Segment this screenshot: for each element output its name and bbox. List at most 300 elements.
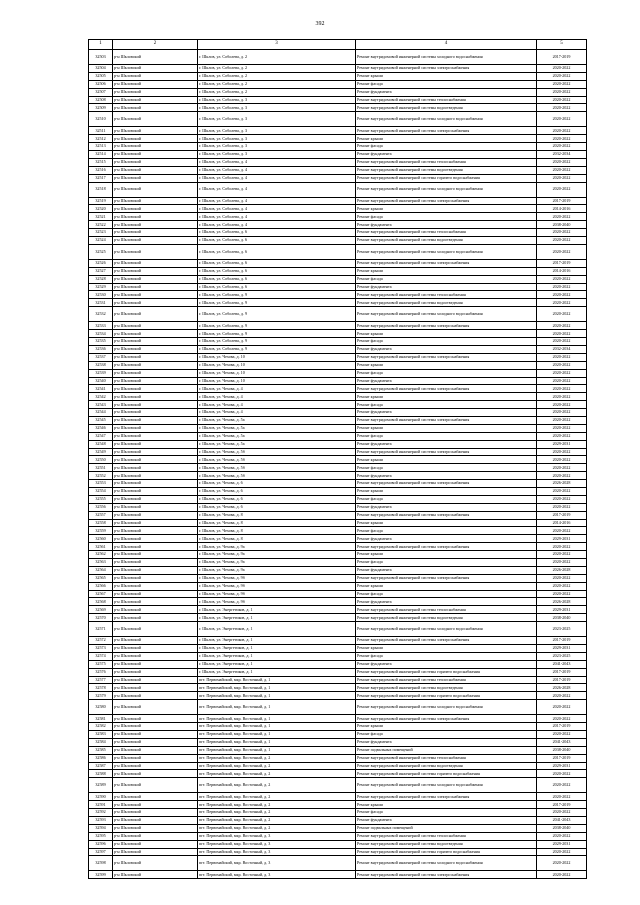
cell-district: р-н Шкловский	[113, 338, 198, 346]
cell-address: пгт. Первомайский, мкр. Восточный, д. 2	[198, 801, 356, 809]
cell-period: 2020-2022	[537, 96, 587, 104]
cell-row-number: 32544	[89, 409, 113, 417]
cell-work-type: Ремонт крыши	[356, 487, 537, 495]
cell-address: г. Шклов, ул. Чехова, д. 8	[198, 527, 356, 535]
table-row	[89, 259, 587, 267]
cell-district: р-н Шкловский	[113, 574, 198, 582]
cell-address: г. Шклов, ул. Соболева, д. 3	[198, 151, 356, 159]
cell-address: пгт. Первомайский, мкр. Восточный, д. 3	[198, 856, 356, 871]
cell-work-type: Ремонт крыши	[356, 551, 537, 559]
table-row	[89, 598, 587, 606]
cell-work-type: Ремонт фасада	[356, 731, 537, 739]
cell-work-type: Ремонт фасада	[356, 590, 537, 598]
table-row	[89, 135, 587, 143]
table-row	[89, 377, 587, 385]
table-row	[89, 676, 587, 684]
cell-row-number: 32549	[89, 448, 113, 456]
cell-row-number: 32529	[89, 283, 113, 291]
cell-period: 2017-2019	[537, 637, 587, 645]
cell-address: г. Шклов, ул. Соболева, д. 9	[198, 345, 356, 353]
cell-district: р-н Шкловский	[113, 832, 198, 840]
cell-address: г. Шклов, ул. Соболева, д. 9	[198, 291, 356, 299]
cell-period: 2020-2022	[537, 527, 587, 535]
cell-address: пгт. Первомайский, мкр. Восточный, д. 3	[198, 848, 356, 856]
cell-row-number: 32517	[89, 174, 113, 182]
cell-period: 2020-2022	[537, 809, 587, 817]
cell-work-type: Ремонт внутридомовой инженерной системы водоотведения	[356, 840, 537, 848]
cell-period: 2029-2031	[537, 440, 587, 448]
cell-address: г. Шклов, ул. Соболева, д. 9	[198, 338, 356, 346]
cell-district: р-н Шкловский	[113, 127, 198, 135]
cell-row-number: 32595	[89, 832, 113, 840]
repair-schedule-table	[88, 39, 587, 879]
cell-work-type: Ремонт внутридомовой инженерной системы горячего водоснабжения	[356, 668, 537, 676]
cell-row-number: 32534	[89, 330, 113, 338]
cell-row-number: 32583	[89, 731, 113, 739]
cell-row-number: 32574	[89, 652, 113, 660]
cell-row-number: 32585	[89, 746, 113, 754]
cell-period: 2029-2031	[537, 645, 587, 653]
cell-period: 2017-2019	[537, 50, 587, 65]
cell-work-type: Ремонт фасада	[356, 338, 537, 346]
cell-work-type: Ремонт внутридомовой инженерной системы горячего водоснабжения	[356, 770, 537, 778]
cell-period: 2020-2022	[537, 848, 587, 856]
table-row	[89, 472, 587, 480]
cell-address: г. Шклов, ул. Чехова, д. 6	[198, 503, 356, 511]
cell-period: 2038-2040	[537, 824, 587, 832]
cell-period: 2020-2022	[537, 770, 587, 778]
table-row	[89, 582, 587, 590]
cell-work-type: Ремонт фундамента	[356, 503, 537, 511]
cell-row-number: 32573	[89, 645, 113, 653]
table-row	[89, 65, 587, 73]
cell-row-number: 32536	[89, 345, 113, 353]
cell-address: г. Шклов, ул. Соболева, д. 3	[198, 127, 356, 135]
cell-district: р-н Шкловский	[113, 237, 198, 245]
cell-period: 2020-2022	[537, 574, 587, 582]
table-row	[89, 424, 587, 432]
cell-row-number: 32563	[89, 558, 113, 566]
table-row	[89, 50, 587, 65]
table-row	[89, 645, 587, 653]
table-row	[89, 353, 587, 361]
cell-row-number: 32589	[89, 778, 113, 793]
cell-address: пгт. Первомайский, мкр. Восточный, д. 2	[198, 770, 356, 778]
cell-district: р-н Шкловский	[113, 519, 198, 527]
cell-work-type: Ремонт фундамента	[356, 151, 537, 159]
cell-address: г. Шклов, ул. Соболева, д. 9	[198, 299, 356, 307]
cell-address: г. Шклов, ул. Соболева, д. 4	[198, 197, 356, 205]
table-row	[89, 622, 587, 637]
cell-period: 2026-2028	[537, 566, 587, 574]
cell-work-type: Ремонт крыши	[356, 424, 537, 432]
cell-work-type: Ремонт внутридомовой инженерной системы теплоснабжения	[356, 96, 537, 104]
cell-work-type: Ремонт внутридомовой инженерной системы горячего водоснабжения	[356, 174, 537, 182]
cell-address: г. Шклов, ул. Соболева, д. 2	[198, 65, 356, 73]
cell-address: г. Шклов, ул. Чехова, д. 5б	[198, 472, 356, 480]
table-row	[89, 543, 587, 551]
table-row	[89, 770, 587, 778]
cell-district: р-н Шкловский	[113, 283, 198, 291]
cell-period: 2017-2019	[537, 668, 587, 676]
cell-period: 2017-2019	[537, 197, 587, 205]
cell-period: 2020-2022	[537, 361, 587, 369]
cell-district: р-н Шкловский	[113, 715, 198, 723]
cell-row-number: 32538	[89, 361, 113, 369]
cell-district: р-н Шкловский	[113, 480, 198, 488]
table-row	[89, 480, 587, 488]
table-row	[89, 432, 587, 440]
cell-work-type: Ремонт внутридомовой инженерной системы электроснабжения	[356, 480, 537, 488]
cell-address: г. Шклов, ул. Соболева, д. 3	[198, 104, 356, 112]
table-row	[89, 237, 587, 245]
table-row	[89, 448, 587, 456]
cell-period: 2020-2022	[537, 143, 587, 151]
cell-address: пгт. Первомайский, мкр. Восточный, д. 1	[198, 746, 356, 754]
table-row	[89, 519, 587, 527]
table-row	[89, 221, 587, 229]
cell-row-number: 32586	[89, 754, 113, 762]
cell-district: р-н Шкловский	[113, 551, 198, 559]
cell-row-number: 32577	[89, 676, 113, 684]
cell-work-type: Ремонт крыши	[356, 456, 537, 464]
cell-district: р-н Шкловский	[113, 456, 198, 464]
cell-district: р-н Шкловский	[113, 676, 198, 684]
table-row	[89, 551, 587, 559]
cell-district: р-н Шкловский	[113, 267, 198, 275]
cell-row-number: 32514	[89, 151, 113, 159]
cell-address: г. Шклов, ул. Соболева, д. 4	[198, 166, 356, 174]
cell-period: 2020-2022	[537, 275, 587, 283]
cell-work-type: Ремонт фундамента	[356, 345, 537, 353]
table-row	[89, 440, 587, 448]
table-row	[89, 652, 587, 660]
cell-period: 2017-2019	[537, 801, 587, 809]
table-row	[89, 322, 587, 330]
cell-address: г. Шклов, ул. Соболева, д. 3	[198, 96, 356, 104]
table-row	[89, 801, 587, 809]
cell-address: г. Шклов, ул. Чехова, д. 9а	[198, 551, 356, 559]
cell-row-number: 32552	[89, 472, 113, 480]
cell-address: г. Шклов, ул. Соболева, д. 9	[198, 330, 356, 338]
cell-period: 2020-2022	[537, 158, 587, 166]
cell-work-type: Ремонт внутридомовой инженерной системы электроснабжения	[356, 322, 537, 330]
cell-row-number: 32567	[89, 590, 113, 598]
table-row	[89, 182, 587, 197]
cell-address: пгт. Первомайский, мкр. Восточный, д. 2	[198, 762, 356, 770]
cell-work-type: Ремонт крыши	[356, 519, 537, 527]
table-row	[89, 660, 587, 668]
cell-address: г. Шклов, ул. Соболева, д. 6	[198, 237, 356, 245]
cell-row-number: 32528	[89, 275, 113, 283]
cell-work-type: Ремонт фасада	[356, 275, 537, 283]
cell-period: 2020-2022	[537, 401, 587, 409]
cell-work-type: Ремонт крыши	[356, 645, 537, 653]
cell-work-type: Ремонт внутридомовой инженерной системы водоотведения	[356, 684, 537, 692]
cell-period: 2020-2022	[537, 299, 587, 307]
table-row	[89, 229, 587, 237]
cell-district: р-н Шкловский	[113, 143, 198, 151]
table-row	[89, 283, 587, 291]
cell-period: 2020-2022	[537, 487, 587, 495]
cell-district: р-н Шкловский	[113, 848, 198, 856]
cell-period: 2020-2022	[537, 731, 587, 739]
table-header-row	[89, 40, 587, 50]
cell-address: г. Шклов, ул. Чехова, д. 4	[198, 409, 356, 417]
cell-address: г. Шклов, ул. Чехова, д. 5а	[198, 432, 356, 440]
cell-row-number: 32523	[89, 229, 113, 237]
cell-period: 2020-2022	[537, 213, 587, 221]
table-row	[89, 574, 587, 582]
cell-work-type: Ремонт внутридомовой инженерной системы электроснабжения	[356, 353, 537, 361]
cell-row-number: 32521	[89, 213, 113, 221]
cell-row-number: 32599	[89, 871, 113, 879]
table-row	[89, 778, 587, 793]
cell-district: р-н Шкловский	[113, 692, 198, 700]
table-row	[89, 127, 587, 135]
cell-address: г. Шклов, ул. Чехова, д. 8	[198, 511, 356, 519]
cell-work-type: Ремонт фундамента	[356, 283, 537, 291]
table-body	[89, 50, 587, 879]
cell-district: р-н Шкловский	[113, 801, 198, 809]
cell-period: 2020-2022	[537, 72, 587, 80]
cell-district: р-н Шкловский	[113, 614, 198, 622]
cell-period: 2038-2040	[537, 746, 587, 754]
cell-address: г. Шклов, ул. Энергетиков, д. 1	[198, 614, 356, 622]
cell-work-type: Ремонт внутридомовой инженерной системы холодного водоснабжения	[356, 856, 537, 871]
cell-work-type: Ремонт фасада	[356, 652, 537, 660]
cell-address: г. Шклов, ул. Соболева, д. 6	[198, 244, 356, 259]
cell-row-number: 32532	[89, 307, 113, 322]
cell-address: г. Шклов, ул. Энергетиков, д. 1	[198, 660, 356, 668]
table-row	[89, 369, 587, 377]
table-row	[89, 80, 587, 88]
cell-work-type: Ремонт фундамента	[356, 817, 537, 825]
cell-row-number: 32570	[89, 614, 113, 622]
cell-row-number: 32587	[89, 762, 113, 770]
cell-district: р-н Шкловский	[113, 330, 198, 338]
table-row	[89, 590, 587, 598]
cell-address: г. Шклов, ул. Чехова, д. 9а	[198, 566, 356, 574]
cell-district: р-н Шкловский	[113, 590, 198, 598]
cell-work-type: Ремонт внутридомовой инженерной системы холодного водоснабжения	[356, 244, 537, 259]
cell-row-number: 32553	[89, 480, 113, 488]
cell-row-number: 32576	[89, 668, 113, 676]
cell-work-type: Ремонт фундамента	[356, 472, 537, 480]
cell-address: г. Шклов, ул. Соболева, д. 2	[198, 72, 356, 80]
cell-district: р-н Шкловский	[113, 393, 198, 401]
cell-address: г. Шклов, ул. Чехова, д. 10	[198, 353, 356, 361]
cell-district: р-н Шкловский	[113, 80, 198, 88]
cell-work-type: Ремонт фундамента	[356, 660, 537, 668]
cell-district: р-н Шкловский	[113, 448, 198, 456]
cell-work-type: Ремонт крыши	[356, 361, 537, 369]
cell-work-type: Ремонт крыши	[356, 801, 537, 809]
cell-address: г. Шклов, ул. Энергетиков, д. 1	[198, 668, 356, 676]
table-row	[89, 606, 587, 614]
cell-district: р-н Шкловский	[113, 229, 198, 237]
cell-row-number: 32591	[89, 801, 113, 809]
cell-period: 2032-2034	[537, 151, 587, 159]
table-row	[89, 96, 587, 104]
cell-row-number: 32550	[89, 456, 113, 464]
cell-row-number: 32503	[89, 50, 113, 65]
cell-work-type: Ремонт внутридомовой инженерной системы холодного водоснабжения	[356, 112, 537, 127]
cell-row-number: 32571	[89, 622, 113, 637]
cell-district: р-н Шкловский	[113, 307, 198, 322]
cell-address: г. Шклов, ул. Соболева, д. 3	[198, 143, 356, 151]
cell-address: пгт. Первомайский, мкр. Восточный, д. 2	[198, 824, 356, 832]
cell-district: р-н Шкловский	[113, 440, 198, 448]
cell-address: г. Шклов, ул. Соболева, д. 6	[198, 283, 356, 291]
cell-period: 2020-2022	[537, 456, 587, 464]
cell-row-number: 32525	[89, 244, 113, 259]
cell-address: г. Шклов, ул. Чехова, д. 8	[198, 535, 356, 543]
cell-work-type: Ремонт крыши	[356, 267, 537, 275]
cell-work-type: Ремонт внутридомовой инженерной системы электроснабжения	[356, 385, 537, 393]
cell-work-type: Ремонт фасада	[356, 369, 537, 377]
cell-address: г. Шклов, ул. Чехова, д. 4	[198, 401, 356, 409]
cell-work-type: Ремонт внутридомовой инженерной системы холодного водоснабжения	[356, 50, 537, 65]
cell-row-number: 32530	[89, 291, 113, 299]
cell-row-number: 32531	[89, 299, 113, 307]
table-row	[89, 793, 587, 801]
table-row	[89, 754, 587, 762]
cell-address: пгт. Первомайский, мкр. Восточный, д. 1	[198, 723, 356, 731]
cell-period: 2020-2022	[537, 377, 587, 385]
cell-district: р-н Шкловский	[113, 778, 198, 793]
cell-work-type: Ремонт внутридомовой инженерной системы электроснабжения	[356, 871, 537, 879]
cell-address: пгт. Первомайский, мкр. Восточный, д. 1	[198, 684, 356, 692]
cell-work-type: Ремонт фасада	[356, 495, 537, 503]
table-row	[89, 409, 587, 417]
cell-address: г. Шклов, ул. Соболева, д. 2	[198, 80, 356, 88]
cell-period: 2020-2022	[537, 715, 587, 723]
cell-work-type: Ремонт фасада	[356, 809, 537, 817]
cell-row-number: 32548	[89, 440, 113, 448]
cell-address: г. Шклов, ул. Соболева, д. 2	[198, 88, 356, 96]
cell-work-type: Ремонт внутридомовой инженерной системы теплоснабжения	[356, 158, 537, 166]
table-row	[89, 614, 587, 622]
cell-period: 2020-2022	[537, 182, 587, 197]
table-row	[89, 487, 587, 495]
cell-work-type: Ремонт внутридомовой инженерной системы теплоснабжения	[356, 229, 537, 237]
cell-district: р-н Шкловский	[113, 637, 198, 645]
cell-row-number: 32535	[89, 338, 113, 346]
cell-district: р-н Шкловский	[113, 738, 198, 746]
cell-district: р-н Шкловский	[113, 622, 198, 637]
cell-period: 2020-2022	[537, 856, 587, 871]
cell-district: р-н Шкловский	[113, 817, 198, 825]
cell-row-number: 32551	[89, 464, 113, 472]
cell-period: 2020-2022	[537, 409, 587, 417]
cell-period: 2020-2022	[537, 135, 587, 143]
cell-period: 2020-2022	[537, 424, 587, 432]
page-number: 392	[315, 21, 325, 27]
table-row	[89, 151, 587, 159]
cell-address: пгт. Первомайский, мкр. Восточный, д. 1	[198, 700, 356, 715]
cell-district: р-н Шкловский	[113, 684, 198, 692]
cell-address: г. Шклов, ул. Чехова, д. 9б	[198, 574, 356, 582]
cell-work-type: Ремонт фундамента	[356, 738, 537, 746]
cell-period: 2020-2022	[537, 229, 587, 237]
cell-period: 2020-2022	[537, 832, 587, 840]
cell-district: р-н Шкловский	[113, 543, 198, 551]
cell-work-type: Ремонт фундамента	[356, 440, 537, 448]
cell-period: 2020-2022	[537, 700, 587, 715]
cell-address: пгт. Первомайский, мкр. Восточный, д. 2	[198, 793, 356, 801]
cell-district: р-н Шкловский	[113, 598, 198, 606]
cell-address: г. Шклов, ул. Соболева, д. 2	[198, 50, 356, 65]
cell-period: 2020-2022	[537, 551, 587, 559]
cell-period: 2029-2031	[537, 840, 587, 848]
table-row	[89, 345, 587, 353]
cell-period: 2020-2022	[537, 871, 587, 879]
header-col-3: 3	[198, 40, 356, 50]
cell-address: г. Шклов, ул. Чехова, д. 6	[198, 480, 356, 488]
cell-district: р-н Шкловский	[113, 731, 198, 739]
cell-district: р-н Шкловский	[113, 299, 198, 307]
cell-period: 2020-2022	[537, 307, 587, 322]
cell-district: р-н Шкловский	[113, 409, 198, 417]
cell-period: 2041-2043	[537, 738, 587, 746]
cell-address: г. Шклов, ул. Соболева, д. 4	[198, 182, 356, 197]
table-row	[89, 809, 587, 817]
table-row	[89, 72, 587, 80]
cell-district: р-н Шкловский	[113, 558, 198, 566]
cell-address: г. Шклов, ул. Соболева, д. 6	[198, 267, 356, 275]
table-row	[89, 840, 587, 848]
table-row	[89, 361, 587, 369]
cell-district: р-н Шкловский	[113, 182, 198, 197]
cell-work-type: Ремонт внутридомовой инженерной системы горячего водоснабжения	[356, 692, 537, 700]
cell-work-type: Ремонт внутридомовой инженерной системы водоотведения	[356, 299, 537, 307]
cell-address: пгт. Первомайский, мкр. Восточный, д. 3	[198, 871, 356, 879]
cell-period: 2014-2016	[537, 267, 587, 275]
cell-row-number: 32598	[89, 856, 113, 871]
table-row	[89, 832, 587, 840]
cell-row-number: 32596	[89, 840, 113, 848]
cell-work-type: Ремонт внутридомовой инженерной системы теплоснабжения	[356, 832, 537, 840]
cell-period: 2020-2022	[537, 558, 587, 566]
cell-district: р-н Шкловский	[113, 668, 198, 676]
cell-period: 2020-2022	[537, 692, 587, 700]
cell-district: р-н Шкловский	[113, 503, 198, 511]
table-row	[89, 456, 587, 464]
cell-period: 2041-2043	[537, 660, 587, 668]
cell-district: р-н Шкловский	[113, 527, 198, 535]
cell-period: 2017-2019	[537, 754, 587, 762]
cell-address: г. Шклов, ул. Чехова, д. 5а	[198, 440, 356, 448]
cell-period: 2020-2022	[537, 778, 587, 793]
cell-period: 2020-2022	[537, 104, 587, 112]
cell-district: р-н Шкловский	[113, 660, 198, 668]
table-row	[89, 244, 587, 259]
cell-work-type: Ремонт фасада	[356, 432, 537, 440]
cell-work-type: Ремонт фасада	[356, 143, 537, 151]
cell-district: р-н Шкловский	[113, 416, 198, 424]
cell-address: пгт. Первомайский, мкр. Восточный, д. 2	[198, 809, 356, 817]
cell-period: 2026-2028	[537, 480, 587, 488]
cell-address: г. Шклов, ул. Соболева, д. 6	[198, 275, 356, 283]
cell-address: г. Шклов, ул. Чехова, д. 10	[198, 369, 356, 377]
cell-district: р-н Шкловский	[113, 213, 198, 221]
cell-district: р-н Шкловский	[113, 645, 198, 653]
cell-work-type: Ремонт внутридомовой инженерной системы электроснабжения	[356, 65, 537, 73]
table-row	[89, 535, 587, 543]
cell-work-type: Ремонт внутридомовой инженерной системы электроснабжения	[356, 511, 537, 519]
cell-period: 2020-2022	[537, 112, 587, 127]
